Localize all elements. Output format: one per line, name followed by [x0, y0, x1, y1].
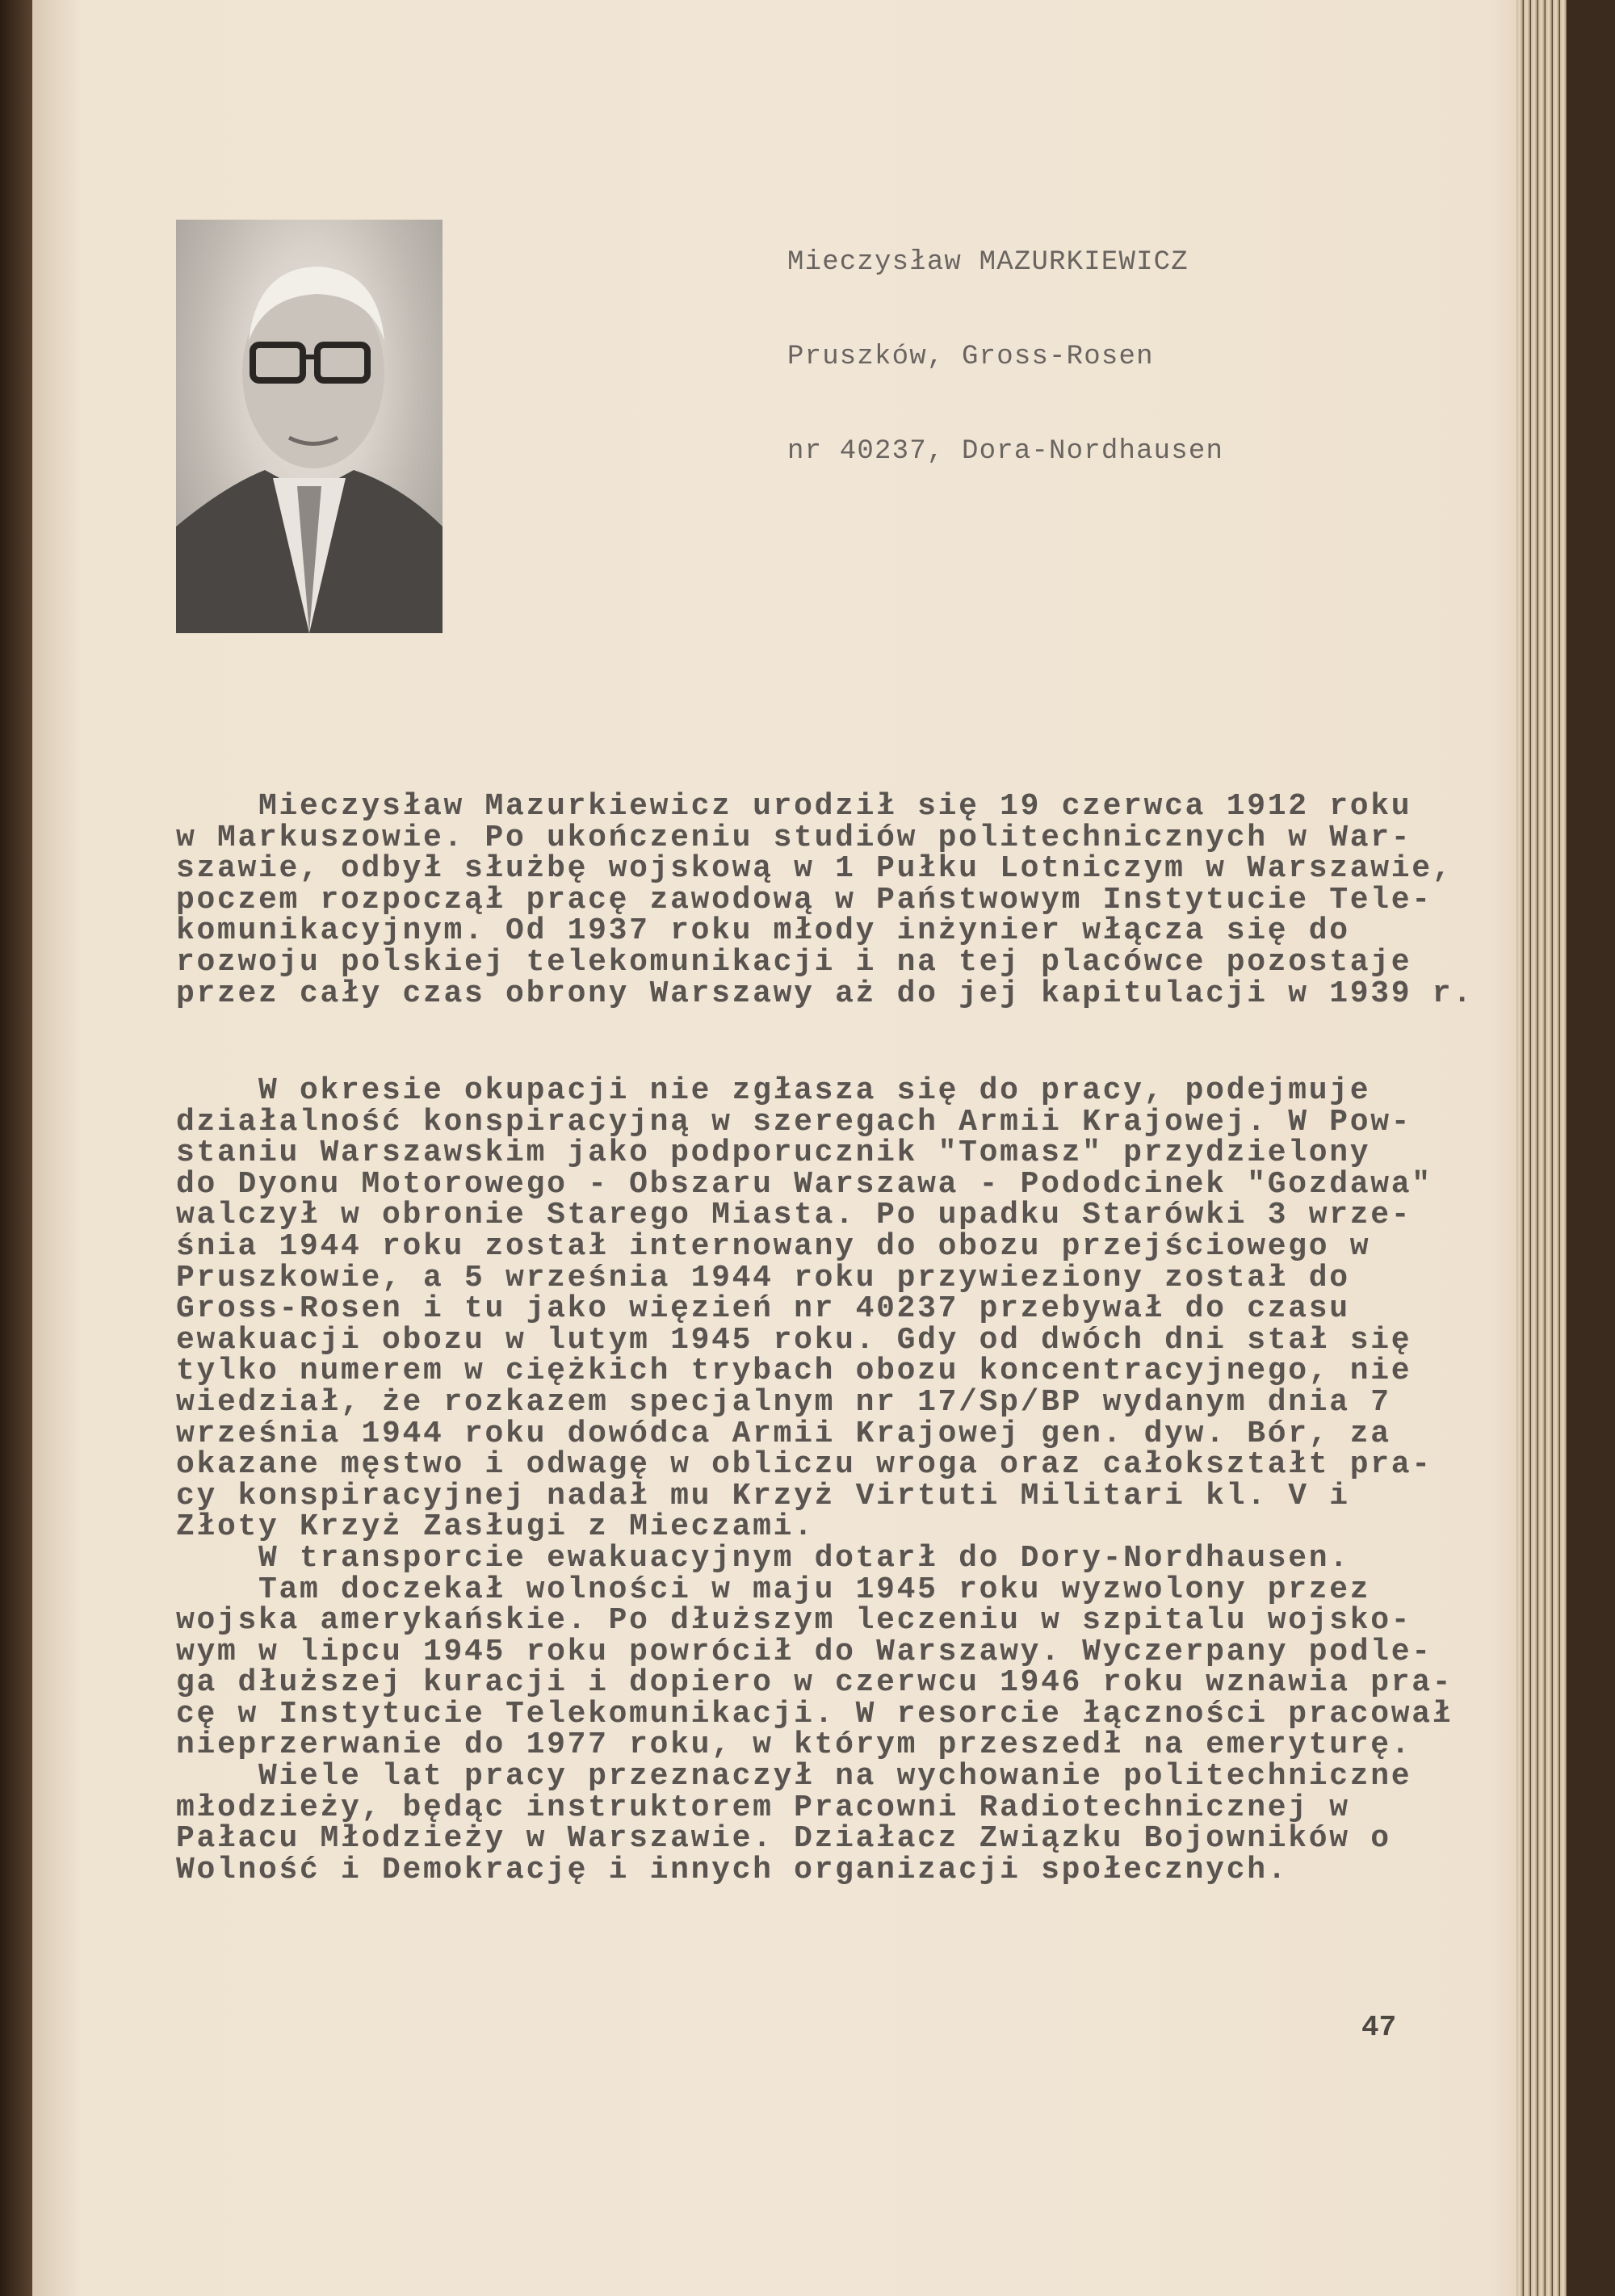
text-line: wym w lipcu 1945 roku powrócił do Warszawy. Wyczerpany podle- — [176, 1634, 1433, 1669]
paragraph-biography-war — [176, 1073, 1454, 1887]
text-line: Gross-Rosen i tu jako więzień nr 40237 przebywał do czasu — [176, 1291, 1350, 1327]
text-line: staniu Warszawskim jako podporucznik "Tomasz" przydzielony — [176, 1135, 1371, 1171]
text-line: okazane męstwo i odwagę w obliczu wroga oraz całokształt pra- — [176, 1447, 1433, 1483]
text-line: Wolność i Demokrację i innych organizacji społecznych. — [176, 1852, 1289, 1887]
text-line: szawie, odbył służbę wojskową w 1 Pułku Lotniczym w Warszawie, — [176, 851, 1454, 887]
text-line: W transporcie ewakuacyjnym dotarł do Dory-Nordhausen. — [176, 1540, 1350, 1576]
text-line: Złoty Krzyż Zasługi z Mieczami. — [176, 1509, 815, 1545]
text-line: Wiele lat pracy przeznaczył na wychowanie politechniczne — [176, 1759, 1412, 1794]
portrait-photo — [176, 220, 443, 633]
portrait-image — [176, 220, 443, 633]
text-line: w Markuszowie. Po ukończeniu studiów politechnicznych w War- — [176, 820, 1412, 855]
text-line: śnia 1944 roku został internowany do obozu przejściowego w — [176, 1228, 1371, 1264]
text-line: działalność konspiracyjną w szeregach Armii Krajowej. W Pow- — [176, 1104, 1412, 1140]
text-line: wiedział, że rozkazem specjalnym nr 17/Sp/BP wydanym dnia 7 — [176, 1384, 1391, 1420]
header-prisoner-number: nr 40237, Dora-Nordhausen — [787, 436, 1224, 467]
text-line: ga dłuższej kuracji i dopiero w czerwcu 1946 roku wznawia pra- — [176, 1665, 1454, 1701]
text-line: września 1944 roku dowódca Armii Krajowej gen. dyw. Bór, za — [176, 1416, 1391, 1451]
page-edges — [1516, 0, 1567, 2296]
text-line: walczył w obronie Starego Miasta. Po upadku Starówki 3 wrze- — [176, 1198, 1412, 1233]
text-line: Pruszkowie, a 5 września 1944 roku przywieziony został do — [176, 1260, 1350, 1295]
text-line: wojska amerykańskie. Po dłuższym leczeniu w szpitalu wojsko- — [176, 1603, 1412, 1639]
text-line: rozwoju polskiej telekomunikacji i na tej placówce pozostaje — [176, 944, 1412, 980]
header-camps: Pruszków, Gross-Rosen — [787, 342, 1154, 372]
text-line: komunikacyjnym. Od 1937 roku młody inżynier włącza się do — [176, 913, 1350, 949]
text-line: cy konspiracyjnej nadał mu Krzyż Virtuti Militari kl. V i — [176, 1478, 1350, 1513]
header-block — [787, 184, 1223, 499]
header-name: Mieczysław MAZURKIEWICZ — [787, 247, 1189, 278]
text-line: Mieczysław Mazurkiewicz urodził się 19 czerwca 1912 roku — [176, 789, 1412, 824]
page-number: 47 — [1361, 2011, 1397, 2044]
text-line: do Dyonu Motorowego - Obszaru Warszawa - Pododcinek "Gozdawa" — [176, 1166, 1433, 1202]
book-spine-shadow — [0, 0, 32, 2296]
text-line: ewakuacji obozu w lutym 1945 roku. Gdy od dwóch dni stał się — [176, 1322, 1412, 1358]
text-line: W okresie okupacji nie zgłasza się do pracy, podejmuje — [176, 1073, 1371, 1108]
text-line: nieprzerwanie do 1977 roku, w którym przeszedł na emeryturę. — [176, 1727, 1412, 1763]
paragraph-biography-early — [176, 791, 1474, 1009]
text-line: Pałacu Młodzieży w Warszawie. Działacz Związku Bojowników o — [176, 1821, 1391, 1857]
text-line: przez cały czas obrony Warszawy aż do jej kapitulacji w 1939 r. — [176, 976, 1474, 1011]
text-line: Tam doczekał wolności w maju 1945 roku wyzwolony przez — [176, 1572, 1371, 1607]
text-line: młodzieży, będąc instruktorem Pracowni Radiotechnicznej w — [176, 1790, 1350, 1825]
text-line: tylko numerem w ciężkich trybach obozu koncentracyjnego, nie — [176, 1354, 1412, 1389]
text-line: poczem rozpoczął pracę zawodową w Państwowym Instytucie Tele- — [176, 882, 1433, 917]
text-line: cę w Instytucie Telekomunikacji. W resorcie łączności pracował — [176, 1696, 1454, 1731]
